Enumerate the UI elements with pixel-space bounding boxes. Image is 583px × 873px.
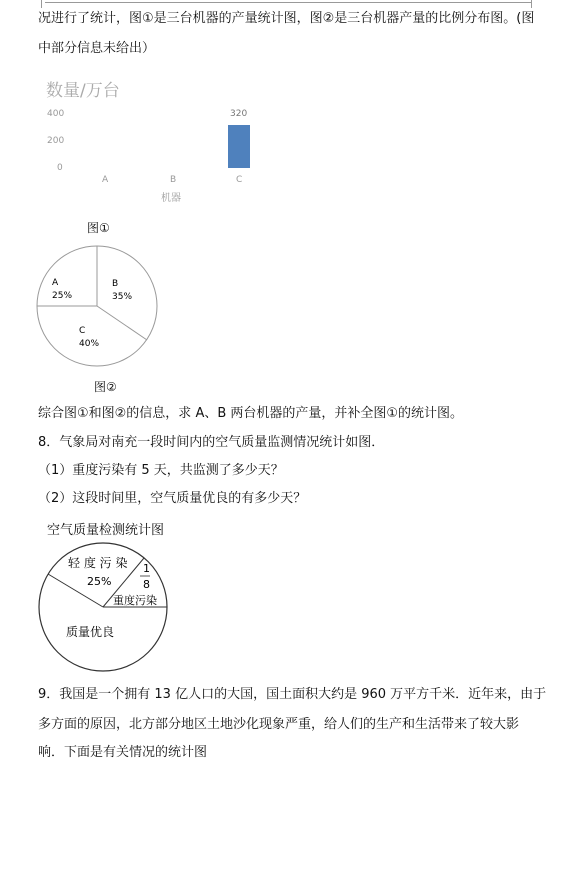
pie-chart-figure2 bbox=[36, 243, 166, 378]
page-corner-mark bbox=[531, 0, 540, 8]
figure2-caption: 图② bbox=[94, 380, 117, 394]
bar-value-label: 320 bbox=[230, 108, 248, 119]
intro-line-1: 况进行了统计，图①是三台机器的产量统计图，图②是三台机器产量的比例分布图。(图 bbox=[38, 11, 535, 26]
light-pollution-label: 轻 度 污 染 bbox=[68, 556, 128, 570]
air-quality-pie-chart bbox=[36, 544, 176, 674]
q8-stem: 8．气象局对南充一段时间内的空气质量监测情况统计如图． bbox=[38, 435, 385, 450]
q8-sub2: （2）这段时间里，空气质量优良的有多少天？ bbox=[38, 491, 307, 506]
slice-b-name: B bbox=[112, 279, 119, 289]
heavy-pollution-numerator: 1 bbox=[143, 562, 150, 575]
heavy-pollution-denominator: 8 bbox=[143, 578, 150, 591]
page-top-rule bbox=[45, 2, 531, 3]
figure1-caption: 图① bbox=[87, 221, 110, 235]
y-tick-label: 200 bbox=[47, 136, 65, 146]
x-axis-title: 机器 bbox=[161, 193, 181, 204]
q9-line2: 多方面的原因，北方部分地区土地沙化现象严重，给人们的生产和生活带来了较大影 bbox=[38, 717, 520, 732]
bar-chart-title: 数量/万台 bbox=[46, 81, 120, 101]
page-corner-mark bbox=[33, 0, 42, 8]
slice-c-name: C bbox=[79, 326, 86, 336]
slice-c-percent: 40% bbox=[79, 339, 100, 349]
slice-a-percent: 25% bbox=[52, 291, 73, 301]
x-tick-label-c: C bbox=[236, 175, 243, 185]
q9-line3: 响．下面是有关情况的统计图 bbox=[38, 745, 208, 760]
y-tick-label: 400 bbox=[47, 109, 65, 119]
q8-sub1: （1）重度污染有 5 天，共监测了多少天？ bbox=[38, 463, 284, 478]
heavy-pollution-label: 重度污染 bbox=[113, 594, 157, 607]
pie2-title: 空气质量检测统计图 bbox=[47, 523, 165, 538]
question-line: 综合图①和图②的信息，求 A、B 两台机器的产量，并补全图①的统计图。 bbox=[38, 406, 464, 421]
x-tick-label-b: B bbox=[170, 175, 177, 185]
intro-line-2: 中部分信息未给出） bbox=[38, 41, 156, 56]
y-tick-label: 0 bbox=[57, 163, 63, 173]
slice-a-name: A bbox=[52, 278, 59, 288]
light-pollution-percent: 25% bbox=[87, 575, 112, 588]
slice-b-percent: 35% bbox=[112, 292, 133, 302]
bar-c bbox=[228, 125, 250, 168]
good-quality-label: 质量优良 bbox=[66, 625, 115, 639]
x-tick-label-a: A bbox=[102, 175, 109, 185]
q9-line1: 9．我国是一个拥有 13 亿人口的大国，国土面积大约是 960 万平方千米．近年来，由于 bbox=[38, 687, 547, 702]
